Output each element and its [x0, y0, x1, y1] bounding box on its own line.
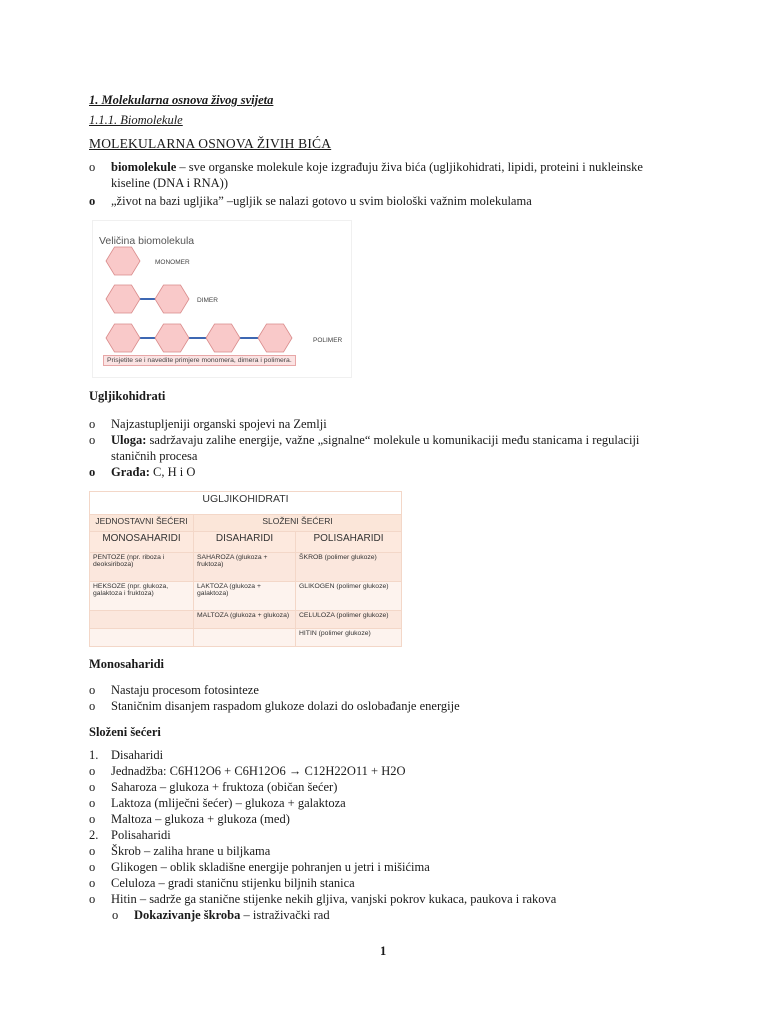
list-item	[89, 763, 729, 779]
table-cell	[90, 611, 194, 629]
table-cell: LAKTOZA (glukoza + galaktoza)	[194, 582, 296, 611]
figure-title: Veličina biomolekula	[99, 235, 195, 247]
bullet-marker: o	[89, 160, 96, 174]
polymer-label: POLIMER	[313, 337, 343, 344]
list-item	[89, 843, 729, 859]
list-item	[89, 159, 729, 191]
page-number: 1	[380, 944, 387, 958]
bullet-marker: o	[89, 844, 96, 858]
table-cell: SAHAROZA (glukoza + fruktoza)	[194, 553, 296, 582]
item-text: Škrob – zaliha hrane u biljkama	[111, 844, 271, 858]
bullet-marker: o	[89, 699, 96, 713]
table-cell: HITIN (polimer glukoze)	[296, 629, 402, 647]
table-row	[90, 553, 402, 582]
carbohydrate-table	[89, 491, 402, 647]
item-text: Celuloza – gradi staničnu stijenku biljnih stanica	[111, 876, 355, 890]
bullet-marker: o	[89, 780, 96, 794]
hexagon-unit	[258, 324, 292, 352]
bullet-marker: o	[89, 433, 96, 447]
item-text: Polisaharidi	[111, 828, 171, 842]
bullet-marker: o	[89, 417, 96, 431]
section-title: Ugljikohidrati	[89, 389, 166, 403]
table-row	[90, 582, 402, 611]
biomolecule-size-figure	[92, 220, 352, 378]
list-item	[89, 859, 729, 875]
item-text: sadržavaju zalihe energije, važne „signalne“ molekule u komunikaciji među stanicama i regulaciji	[146, 433, 640, 447]
dimer-label: DIMER	[197, 297, 218, 304]
list-item	[89, 416, 729, 432]
table-title: UGLJIKOHIDRATI	[90, 492, 402, 515]
term: Uloga:	[111, 433, 147, 447]
molecule-diagram	[93, 221, 351, 377]
item-text: Saharoza – glukoza + fruktoza (običan šećer)	[111, 780, 338, 794]
table-group-left: JEDNOSTAVNI ŠEĆERI	[90, 515, 194, 532]
list-item	[89, 891, 729, 907]
term: biomolekule	[111, 160, 177, 174]
item-text: Hitin – sadrže ga stanične stijenke nekih gljiva, vanjski pokrov kukaca, paukova i rakova	[111, 892, 557, 906]
table-group-right: SLOŽENI ŠEĆERI	[194, 515, 402, 532]
term: Građa:	[111, 465, 150, 479]
item-text-cont: kiseline (DNA i RNA))	[111, 176, 228, 190]
table-cell: CELULOZA (polimer glukoze)	[296, 611, 402, 629]
bullet-marker: o	[89, 764, 96, 778]
heading-1: 1. Molekularna osnova živog svijeta	[89, 93, 274, 107]
table-cell: MALTOZA (glukoza + glukoza)	[194, 611, 296, 629]
item-text: – sve organske molekule koje izgrađuju živa bića (ugljikohidrati, lipidi, proteini i nukleinske	[176, 160, 643, 174]
table-col-header: POLISAHARIDI	[296, 532, 402, 553]
item-text: Jednadžba: C6H12O6 + C6H12O6 → C12H22O11 + H2O	[111, 764, 406, 778]
item-text: Maltoza – glukoza + glukoza (med)	[111, 812, 290, 826]
table-cell: ŠKROB (polimer glukoze)	[296, 553, 402, 582]
item-text: Staničnim disanjem raspadom glukoze dolazi do oslobađanje energije	[111, 699, 460, 713]
heading-3: MOLEKULARNA OSNOVA ŽIVIH BIĆA	[89, 136, 332, 151]
list-item	[89, 811, 729, 827]
item-text: Laktoza (mliječni šećer) – glukoza + galaktoza	[111, 796, 346, 810]
table-cell: HEKSOZE (npr. glukoza, galaktoza i fruktoza)	[90, 582, 194, 611]
item-text: Glikogen – oblik skladišne energije pohranjen u jetri i mišićima	[111, 860, 430, 874]
hexagon-unit	[106, 285, 140, 313]
list-item	[89, 698, 729, 714]
item-text-cont: staničnih procesa	[111, 449, 198, 463]
table-cell	[90, 629, 194, 647]
bullet-marker: o	[89, 465, 96, 479]
hexagon-unit	[155, 324, 189, 352]
bullet-marker: o	[89, 876, 96, 890]
list-item	[89, 193, 729, 209]
section-title: Složeni šećeri	[89, 725, 161, 739]
bullet-marker: o	[89, 860, 96, 874]
list-marker: 1.	[89, 748, 99, 762]
table-col-header: DISAHARIDI	[194, 532, 296, 553]
bullet-marker: o	[89, 683, 96, 697]
hexagon-unit	[106, 247, 140, 275]
list-item	[89, 432, 729, 464]
item-text: C, H i O	[149, 465, 196, 479]
carbohydrate-table-figure	[89, 491, 401, 642]
list-item	[89, 827, 729, 843]
hexagon-unit	[106, 324, 140, 352]
heading-2: 1.1.1. Biomolekule	[89, 113, 183, 127]
table-cell	[194, 629, 296, 647]
item-text: Disaharidi	[111, 748, 164, 762]
item-text: Nastaju procesom fotosinteze	[111, 683, 259, 697]
bullet-marker: o	[89, 796, 96, 810]
table-col-header: MONOSAHARIDI	[90, 532, 194, 553]
bullet-marker: o	[89, 812, 96, 826]
list-item	[89, 795, 729, 811]
bullet-marker: o	[89, 892, 96, 906]
list-marker: 2.	[89, 828, 99, 842]
list-item	[89, 779, 729, 795]
monomer-label: MONOMER	[155, 259, 190, 266]
bullet-marker: o	[112, 908, 119, 922]
table-row	[90, 611, 402, 629]
list-item	[89, 875, 729, 891]
table-cell: GLIKOGEN (polimer glukoze)	[296, 582, 402, 611]
section-title: Monosaharidi	[89, 657, 165, 671]
figure-note: Prisjetite se i navedite primjere monomera, dimera i polimera.	[103, 355, 296, 366]
hexagon-unit	[155, 285, 189, 313]
item-text: Najzastupljeniji organski spojevi na Zemlji	[111, 417, 327, 431]
list-item	[89, 747, 729, 763]
hexagon-unit	[206, 324, 240, 352]
bullet-marker: o	[89, 194, 96, 208]
item-text: „život na bazi ugljika” –ugljik se nalazi gotovo u svim biološki važnim molekulama	[111, 194, 532, 208]
item-text: – istraživački rad	[240, 908, 330, 922]
list-item	[89, 682, 729, 698]
list-item	[89, 464, 729, 480]
table-cell: PENTOZE (npr. riboza i deoksiriboza)	[90, 553, 194, 582]
sub-list-item	[112, 907, 752, 923]
table-row	[90, 629, 402, 647]
term: Dokazivanje škroba	[134, 908, 241, 922]
